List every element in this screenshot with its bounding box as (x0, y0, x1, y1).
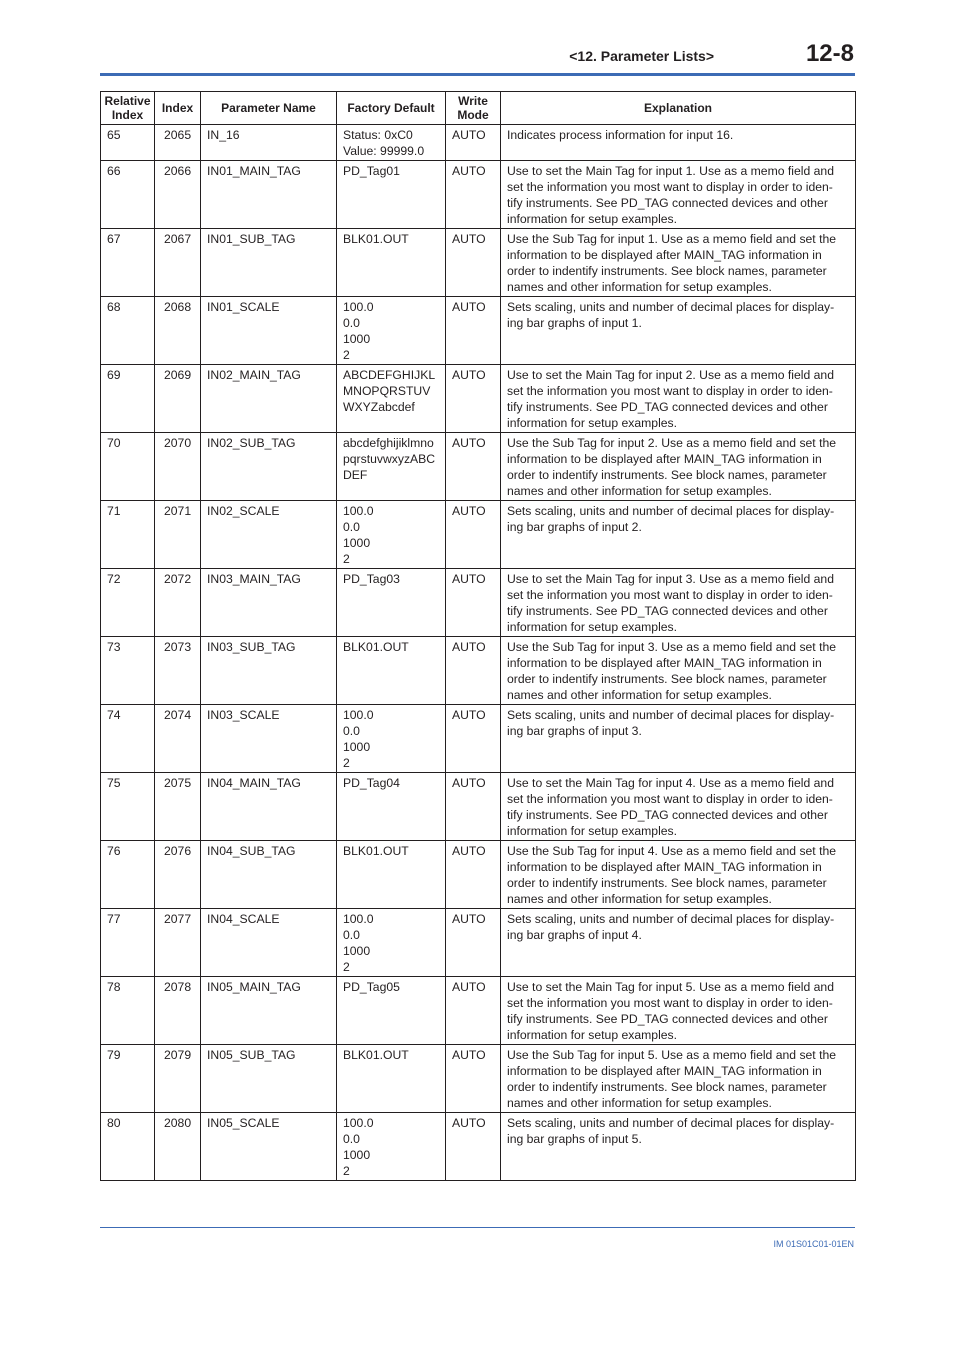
write-mode-cell: AUTO (446, 841, 501, 909)
index-cell: 2075 (155, 773, 201, 841)
write-mode-cell: AUTO (446, 977, 501, 1045)
header-divider (100, 73, 855, 76)
explanation-cell: Use the Sub Tag for input 1. Use as a memo field and set the information to be displayed after MAIN_TAG information in order to indentify instruments. See block names, parameter names and other information for setup examples. (501, 229, 856, 297)
column-header-explanation: Explanation (501, 92, 856, 125)
explanation-cell: Sets scaling, units and number of decimal places for display- ing bar graphs of input 3. (501, 705, 856, 773)
index-cell: 2067 (155, 229, 201, 297)
index-cell: 2068 (155, 297, 201, 365)
factory-default-cell: Status: 0xC0 Value: 99999.0 (337, 125, 446, 161)
column-header-write-mode: Write Mode (446, 92, 501, 125)
table-row (101, 773, 856, 841)
relative-index-cell: 73 (101, 637, 155, 705)
column-header-parameter-name: Parameter Name (201, 92, 337, 125)
index-cell: 2076 (155, 841, 201, 909)
parameter-name-cell: IN05_SCALE (201, 1113, 337, 1181)
factory-default-cell: BLK01.OUT (337, 841, 446, 909)
parameter-name-cell: IN03_SUB_TAG (201, 637, 337, 705)
index-cell: 2065 (155, 125, 201, 161)
table-row (101, 705, 856, 773)
relative-index-cell: 71 (101, 501, 155, 569)
explanation-cell: Use the Sub Tag for input 5. Use as a memo field and set the information to be displayed after MAIN_TAG information in order to indentify instruments. See block names, parameter names and other information for setup examples. (501, 1045, 856, 1113)
parameter-name-cell: IN01_SCALE (201, 297, 337, 365)
table-row (101, 433, 856, 501)
document-id: IM 01S01C01-01EN (773, 1239, 854, 1249)
relative-index-cell: 77 (101, 909, 155, 977)
relative-index-cell: 75 (101, 773, 155, 841)
explanation-cell: Use to set the Main Tag for input 4. Use as a memo field and set the information you most want to display in order to iden- tify instruments. See PD_TAG connected devices and other information for setup examples. (501, 773, 856, 841)
index-cell: 2072 (155, 569, 201, 637)
write-mode-cell: AUTO (446, 705, 501, 773)
explanation-cell: Sets scaling, units and number of decimal places for display- ing bar graphs of input 4. (501, 909, 856, 977)
index-cell: 2066 (155, 161, 201, 229)
explanation-cell: Sets scaling, units and number of decimal places for display- ing bar graphs of input 1. (501, 297, 856, 365)
relative-index-cell: 66 (101, 161, 155, 229)
index-cell: 2073 (155, 637, 201, 705)
index-cell: 2079 (155, 1045, 201, 1113)
parameter-name-cell: IN02_MAIN_TAG (201, 365, 337, 433)
parameter-name-cell: IN05_MAIN_TAG (201, 977, 337, 1045)
parameter-name-cell: IN02_SUB_TAG (201, 433, 337, 501)
relative-index-cell: 80 (101, 1113, 155, 1181)
relative-index-cell: 65 (101, 125, 155, 161)
column-header-index: Index (155, 92, 201, 125)
table-row (101, 569, 856, 637)
parameter-name-cell: IN02_SCALE (201, 501, 337, 569)
factory-default-cell: 100.0 0.0 1000 2 (337, 501, 446, 569)
explanation-cell: Sets scaling, units and number of decimal places for display- ing bar graphs of input 5. (501, 1113, 856, 1181)
parameter-name-cell: IN03_MAIN_TAG (201, 569, 337, 637)
parameter-table (100, 91, 856, 1181)
factory-default-cell: BLK01.OUT (337, 229, 446, 297)
factory-default-cell: PD_Tag01 (337, 161, 446, 229)
column-header-relative-index: Relative Index (101, 92, 155, 125)
footer-divider (100, 1227, 855, 1228)
parameter-name-cell: IN01_SUB_TAG (201, 229, 337, 297)
index-cell: 2080 (155, 1113, 201, 1181)
table-row (101, 229, 856, 297)
relative-index-cell: 69 (101, 365, 155, 433)
parameter-name-cell: IN04_SCALE (201, 909, 337, 977)
write-mode-cell: AUTO (446, 433, 501, 501)
explanation-cell: Use the Sub Tag for input 4. Use as a memo field and set the information to be displayed after MAIN_TAG information in order to indentify instruments. See block names, parameter names and other information for setup examples. (501, 841, 856, 909)
explanation-cell: Sets scaling, units and number of decimal places for display- ing bar graphs of input 2. (501, 501, 856, 569)
index-cell: 2069 (155, 365, 201, 433)
explanation-cell: Use to set the Main Tag for input 1. Use as a memo field and set the information you most want to display in order to iden- tify instruments. See PD_TAG connected devices and other information for setup examples. (501, 161, 856, 229)
factory-default-cell: PD_Tag04 (337, 773, 446, 841)
factory-default-cell: PD_Tag05 (337, 977, 446, 1045)
factory-default-cell: 100.0 0.0 1000 2 (337, 909, 446, 977)
page-number: 12-8 (805, 40, 854, 67)
relative-index-cell: 76 (101, 841, 155, 909)
column-header-factory-default: Factory Default (337, 92, 446, 125)
write-mode-cell: AUTO (446, 229, 501, 297)
explanation-cell: Use to set the Main Tag for input 2. Use as a memo field and set the information you most want to display in order to iden- tify instruments. See PD_TAG connected devices and other information for setup examples. (501, 365, 856, 433)
relative-index-cell: 72 (101, 569, 155, 637)
relative-index-cell: 78 (101, 977, 155, 1045)
factory-default-cell: PD_Tag03 (337, 569, 446, 637)
parameter-name-cell: IN01_MAIN_TAG (201, 161, 337, 229)
table-row (101, 841, 856, 909)
factory-default-cell: 100.0 0.0 1000 2 (337, 705, 446, 773)
table-row (101, 637, 856, 705)
relative-index-cell: 68 (101, 297, 155, 365)
table-row (101, 365, 856, 433)
relative-index-cell: 79 (101, 1045, 155, 1113)
relative-index-cell: 74 (101, 705, 155, 773)
write-mode-cell: AUTO (446, 909, 501, 977)
relative-index-cell: 70 (101, 433, 155, 501)
parameter-name-cell: IN03_SCALE (201, 705, 337, 773)
relative-index-cell: 67 (101, 229, 155, 297)
index-cell: 2078 (155, 977, 201, 1045)
table-body (101, 125, 856, 1181)
table-row (101, 297, 856, 365)
factory-default-cell: 100.0 0.0 1000 2 (337, 1113, 446, 1181)
table-header-row (101, 92, 856, 125)
table-row (101, 1113, 856, 1181)
write-mode-cell: AUTO (446, 297, 501, 365)
write-mode-cell: AUTO (446, 365, 501, 433)
factory-default-cell: BLK01.OUT (337, 637, 446, 705)
explanation-cell: Use to set the Main Tag for input 5. Use as a memo field and set the information you most want to display in order to iden- tify instruments. See PD_TAG connected devices and other information for setup examples. (501, 977, 856, 1045)
table-row (101, 977, 856, 1045)
write-mode-cell: AUTO (446, 773, 501, 841)
write-mode-cell: AUTO (446, 125, 501, 161)
parameter-name-cell: IN05_SUB_TAG (201, 1045, 337, 1113)
write-mode-cell: AUTO (446, 161, 501, 229)
write-mode-cell: AUTO (446, 569, 501, 637)
factory-default-cell: 100.0 0.0 1000 2 (337, 297, 446, 365)
table-row (101, 125, 856, 161)
explanation-cell: Use the Sub Tag for input 2. Use as a memo field and set the information to be displayed after MAIN_TAG information in order to indentify instruments. See block names, parameter names and other information for setup examples. (501, 433, 856, 501)
index-cell: 2077 (155, 909, 201, 977)
section-title: <12. Parameter Lists> (569, 48, 714, 64)
factory-default-cell: ABCDEFGHIJKL MNOPQRSTUV WXYZabcdef (337, 365, 446, 433)
factory-default-cell: BLK01.OUT (337, 1045, 446, 1113)
explanation-cell: Indicates process information for input 16. (501, 125, 856, 161)
factory-default-cell: abcdefghijiklmno pqrstuvwxyzABC DEF (337, 433, 446, 501)
write-mode-cell: AUTO (446, 637, 501, 705)
index-cell: 2074 (155, 705, 201, 773)
index-cell: 2071 (155, 501, 201, 569)
index-cell: 2070 (155, 433, 201, 501)
parameter-name-cell: IN04_MAIN_TAG (201, 773, 337, 841)
parameter-name-cell: IN_16 (201, 125, 337, 161)
write-mode-cell: AUTO (446, 501, 501, 569)
table-row (101, 909, 856, 977)
write-mode-cell: AUTO (446, 1045, 501, 1113)
explanation-cell: Use to set the Main Tag for input 3. Use as a memo field and set the information you most want to display in order to iden- tify instruments. See PD_TAG connected devices and other information for setup examples. (501, 569, 856, 637)
explanation-cell: Use the Sub Tag for input 3. Use as a memo field and set the information to be displayed after MAIN_TAG information in order to indentify instruments. See block names, parameter names and other information for setup examples. (501, 637, 856, 705)
table-row (101, 501, 856, 569)
table-row (101, 1045, 856, 1113)
table-row (101, 161, 856, 229)
parameter-name-cell: IN04_SUB_TAG (201, 841, 337, 909)
write-mode-cell: AUTO (446, 1113, 501, 1181)
